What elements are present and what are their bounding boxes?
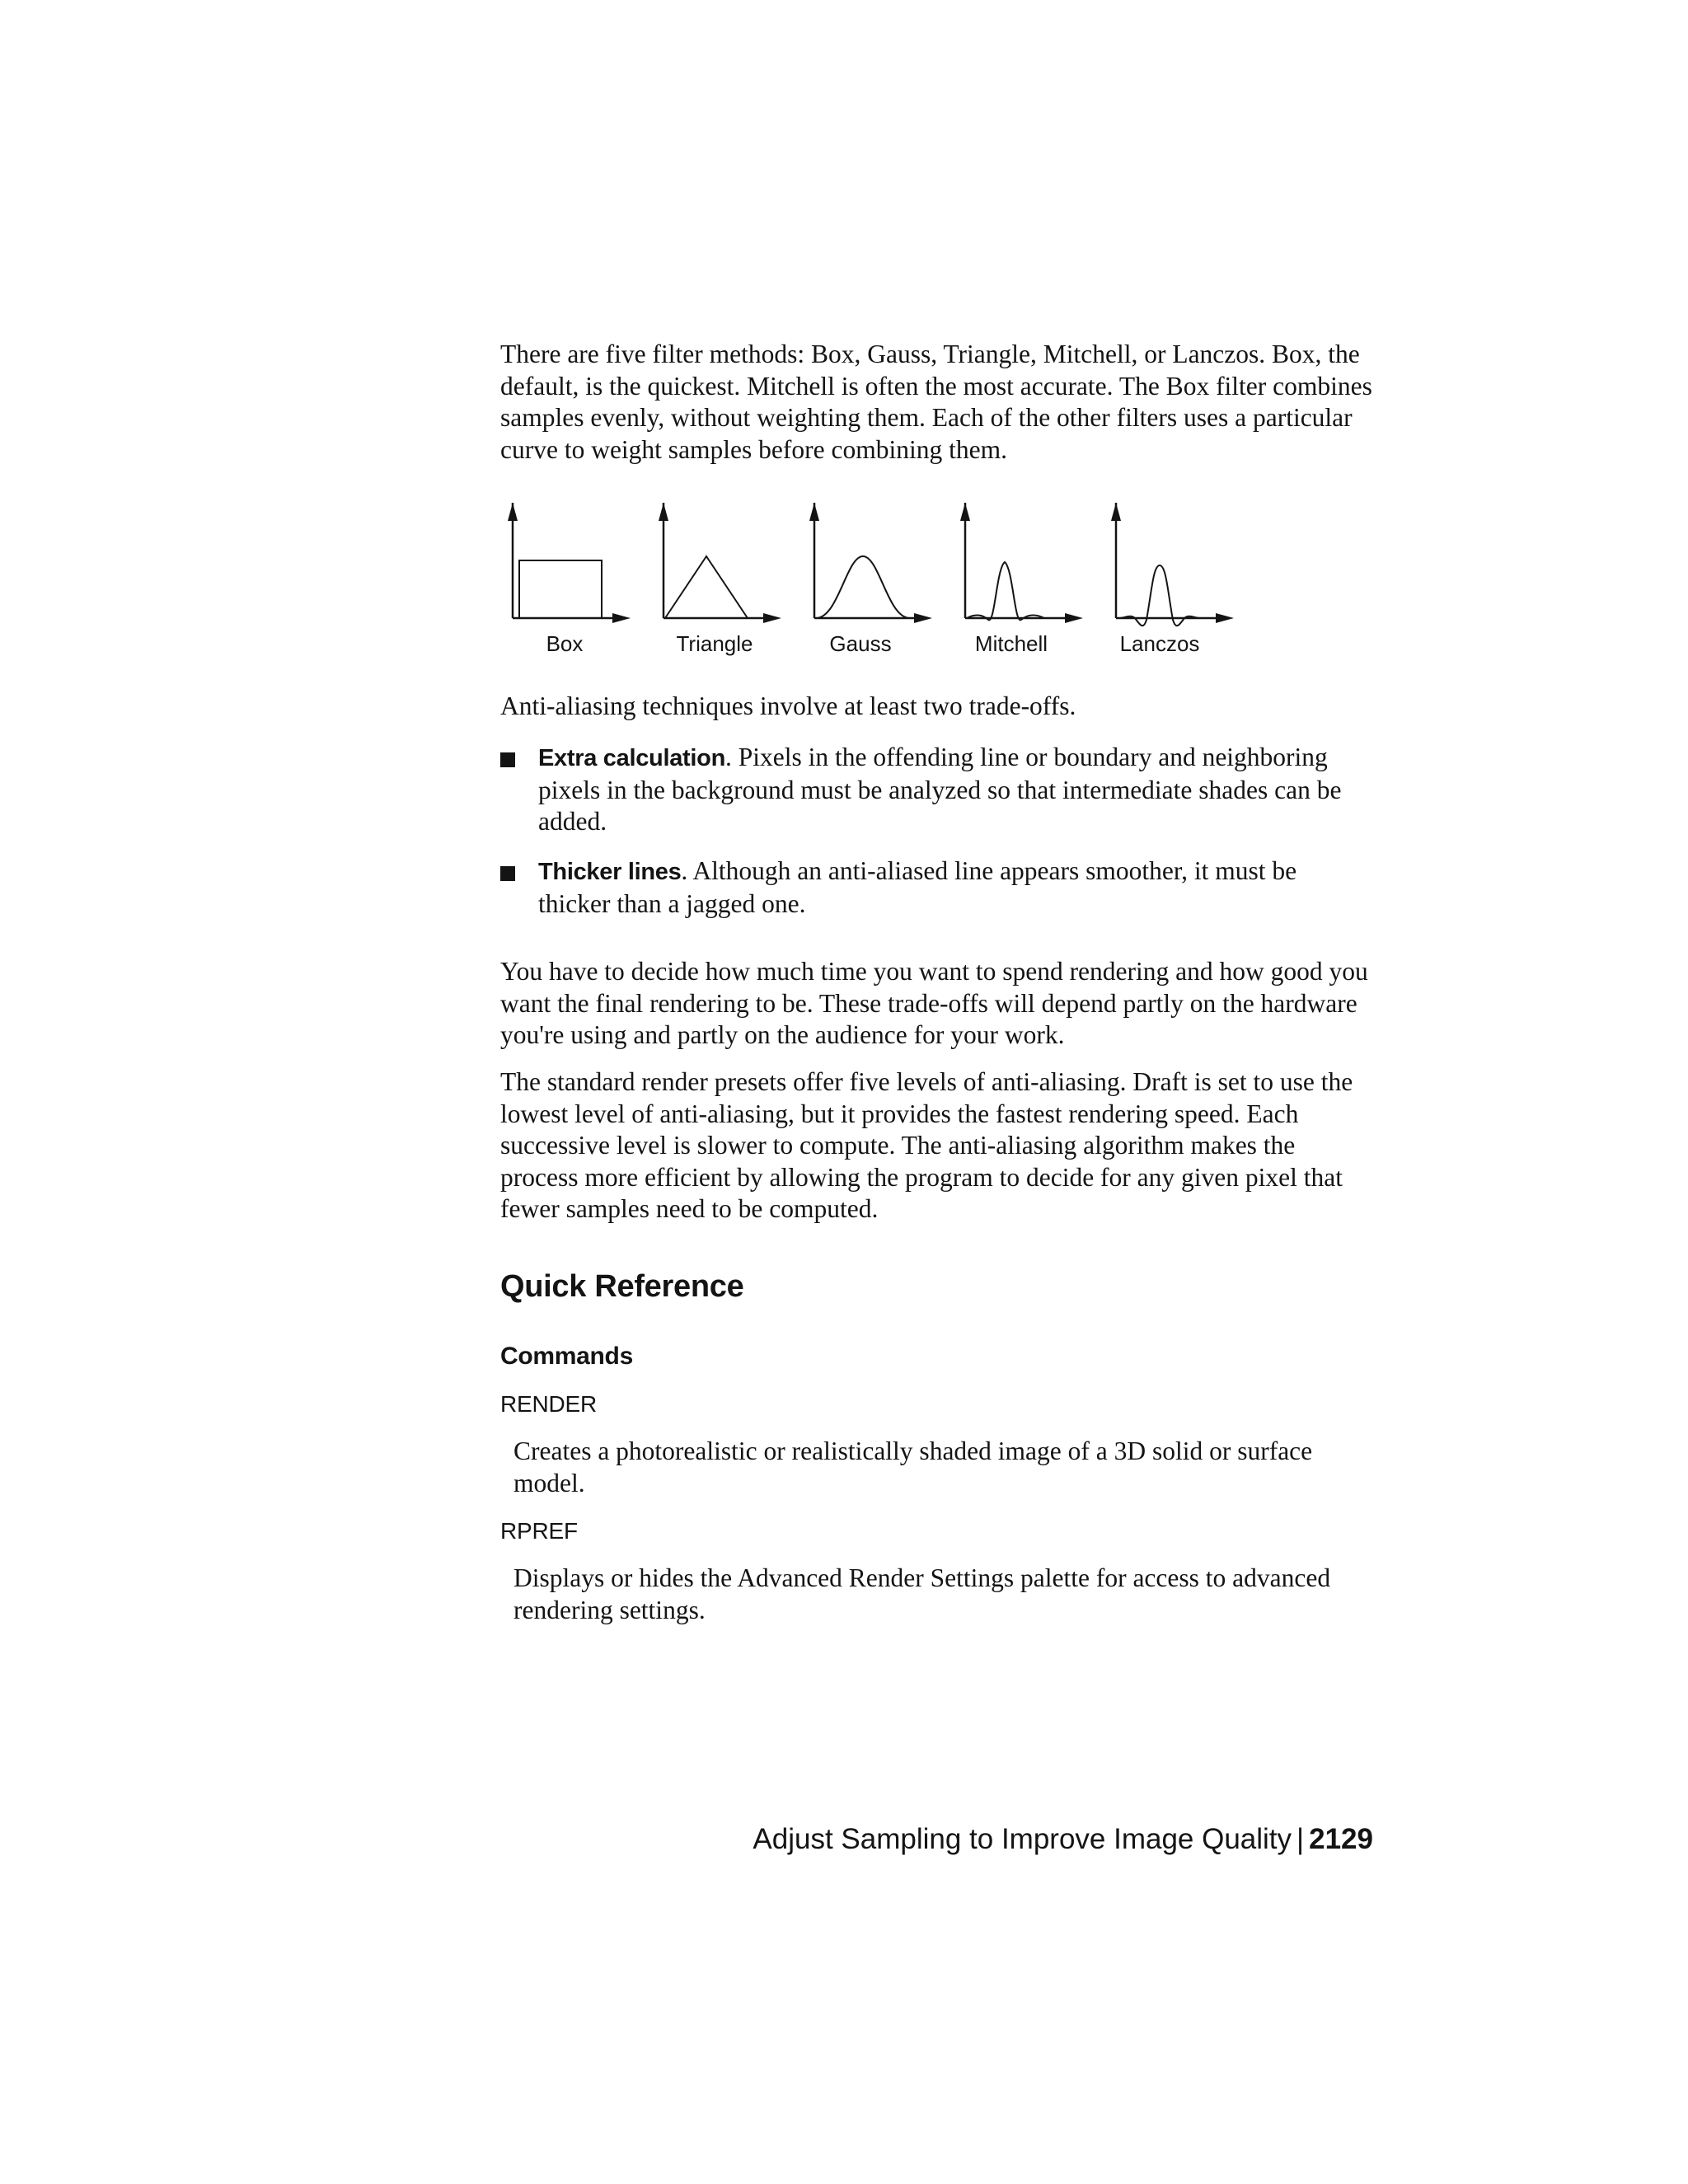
bullet-thicker-lines — [500, 855, 1374, 920]
figure-label-triangle: Triangle — [676, 631, 753, 656]
command-name-render: RENDER — [500, 1391, 598, 1417]
mitchell-curve — [967, 562, 1044, 620]
footer-title: Adjust Sampling to Improve Image Quality — [753, 1823, 1292, 1855]
bullet-lead: Extra calculation — [538, 745, 725, 771]
filter-curves-svg — [500, 494, 1242, 668]
bullet-body: . Although an anti-aliased line appears smoother, it must be thicker than a jagged one. — [538, 856, 1297, 918]
tradeoffs-intro: Anti-aliasing techniques involve at least two trade-offs. — [500, 691, 1076, 720]
triangle-x-arrow — [763, 613, 781, 623]
command-name-rpref: RPREF — [500, 1518, 578, 1544]
bullet-text — [538, 742, 1374, 838]
mitchell-x-arrow — [1065, 613, 1083, 623]
bullet-text — [538, 855, 1374, 920]
figure-label-gauss: Gauss — [829, 631, 892, 656]
bullet-square-icon — [500, 866, 515, 881]
intro-paragraph: There are five filter methods: Box, Gauss, Triangle, Mitchell, or Lanczos. Box, the default, is the quickest. Mitchell is often the most accurate. The Box filter combines samples evenly, without weighting them. Each of the other filters uses a particular curve to weight samples before combining them. — [500, 340, 1372, 464]
bullet-square-icon — [500, 752, 515, 767]
command-description-render: Creates a photorealistic or realistically shaded image of a 3D solid or surface model. — [513, 1436, 1313, 1497]
triangle-curve — [665, 556, 748, 618]
bullet-extra-calculation — [500, 742, 1374, 838]
page-footer — [753, 1823, 1373, 1856]
box-x-arrow — [612, 613, 631, 623]
box-y-arrow — [508, 503, 518, 521]
figure-label-box: Box — [546, 631, 584, 656]
box-curve — [519, 560, 602, 618]
mitchell-filter-plot — [960, 503, 1083, 656]
filter-curves-figure — [500, 494, 1242, 668]
command-description-rpref: Displays or hides the Advanced Render Settings palette for access to advanced rendering settings. — [513, 1563, 1331, 1624]
gauss-curve — [816, 556, 910, 618]
figure-label-lanczos: Lanczos — [1119, 631, 1200, 656]
bullet-body: . Pixels in the offending line or boundary and neighboring pixels in the background must be analyzed so that intermediate shades can be added. — [538, 743, 1342, 836]
footer-separator: | — [1296, 1823, 1305, 1855]
gauss-y-arrow — [809, 503, 819, 521]
presets-paragraph: The standard render presets offer five levels of anti-aliasing. Draft is set to use the lowest level of anti-aliasing, but it provides the fastest rendering speed. Each successive level is slower to compute. The anti-aliasing algorithm makes the process more efficient by allowing the program to decide for any given pixel that fewer samples need to be computed. — [500, 1067, 1353, 1223]
lanczos-filter-plot — [1111, 503, 1234, 656]
gauss-filter-plot — [809, 503, 932, 656]
commands-subheading: Commands — [500, 1343, 633, 1370]
gauss-x-arrow — [914, 613, 932, 623]
page-number: 2129 — [1309, 1823, 1373, 1855]
lanczos-curve — [1118, 565, 1201, 626]
box-filter-plot — [508, 503, 631, 656]
triangle-filter-plot — [659, 503, 781, 656]
quick-reference-heading: Quick Reference — [500, 1269, 744, 1304]
lanczos-y-arrow — [1111, 503, 1121, 521]
lanczos-x-arrow — [1216, 613, 1234, 623]
mitchell-y-arrow — [960, 503, 970, 521]
decide-paragraph: You have to decide how much time you want to spend rendering and how good you want the final rendering to be. These trade-offs will depend partly on the hardware you're using and partly on the audience for your work. — [500, 957, 1368, 1049]
triangle-y-arrow — [659, 503, 668, 521]
figure-label-mitchell: Mitchell — [974, 631, 1048, 656]
bullet-lead: Thicker lines — [538, 859, 682, 885]
